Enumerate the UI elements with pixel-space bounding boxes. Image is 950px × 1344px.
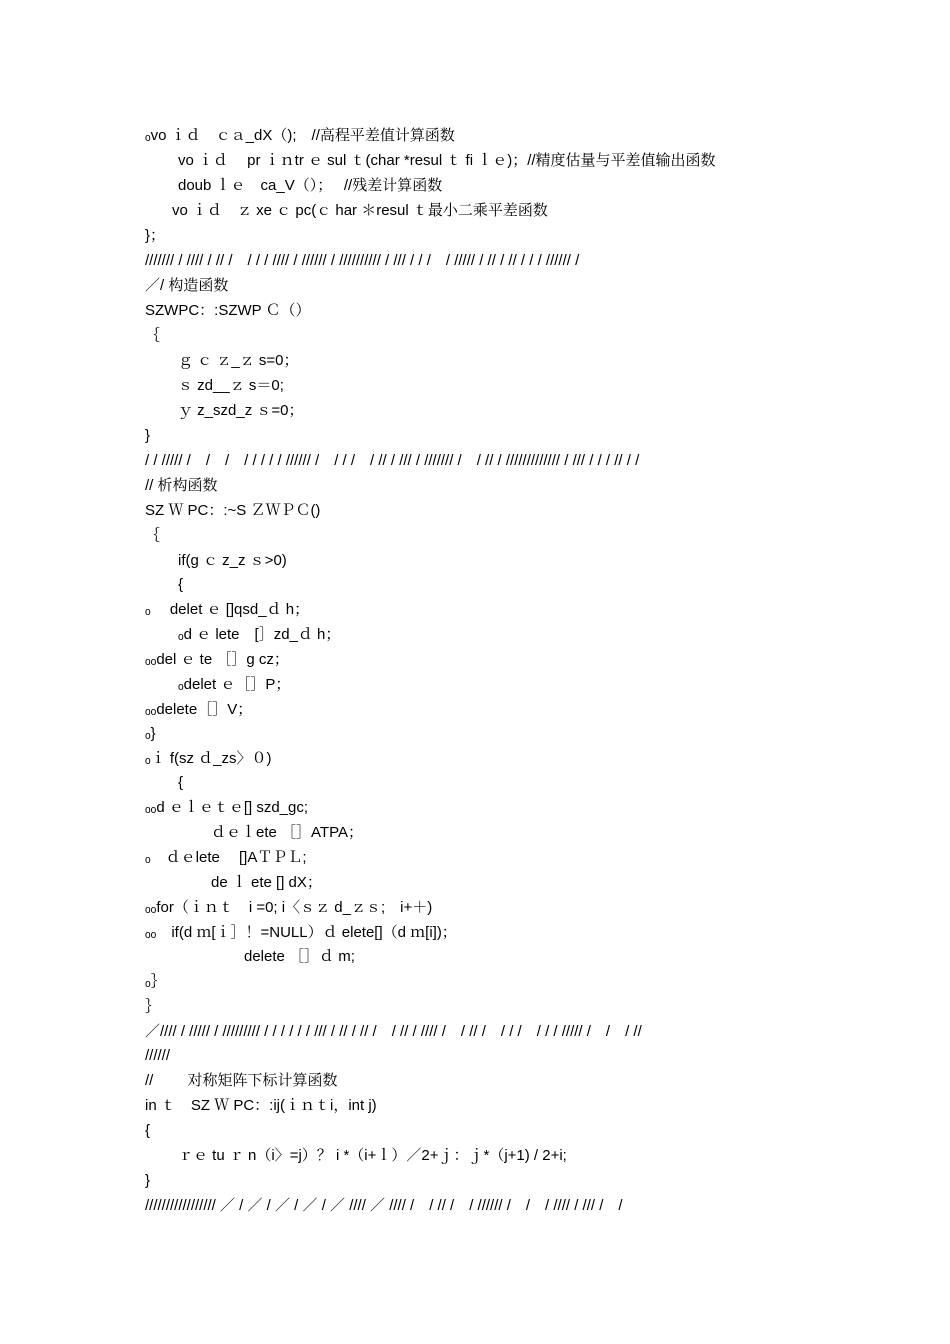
comment-line: // 析构函数 [145, 477, 218, 494]
code-line: ｒｅ tu ｒ n（i〉=j）？ i *（i+ｌ）／2+ｊ：ｊ*（j+1) / 2+i; [178, 1147, 567, 1164]
code-line: ₒ ｄｅlete []AＴＰＬ; [145, 849, 307, 866]
code-line: ₒₒfor（ｉｎｔ i =0; i〈ｓｚ d_ｚｓ; i+＋) [145, 899, 433, 916]
separator-line: ///////////////// ／ / ／ / ／ / ／ / ／ //// ／ //// / / // / / ////// / / / //// / /// / / [145, 1197, 623, 1214]
code-line: doub ｌｅ ca_V（）； //残差计算函数 [178, 177, 443, 194]
code-line: SZ Ｗ PC：:~S ＺＷＰＣ() [145, 502, 321, 519]
code-line: ｝ [145, 998, 161, 1015]
separator-line: ////// [145, 1047, 171, 1064]
code-line: ｓ zd__ｚ s＝0; [178, 377, 284, 394]
code-line: ｙ z_szd_z ｓ=0； [178, 402, 304, 419]
code-line: ₒ delet ｅ []qsd_ｄ h； [145, 601, 310, 618]
code-line: ₒｉ f(sz ｄ_zs〉０) [145, 750, 272, 767]
code-line: { [145, 1122, 151, 1139]
separator-line: /////// / //// / // / / / / //// / ////// / ////////// / /// / / / / ///// / // / // / / / ////// / [145, 252, 580, 269]
code-line: in ｔ SZ Ｗ PC：:ij(ｉｎｔi，int j) [145, 1097, 377, 1114]
comment-line: ／/ 构造函数 [145, 277, 229, 294]
code-line: ｛ [145, 527, 161, 544]
code-line: vo ｉｄ ｚ xe ｃ pc(ｃ har ＊resul ｔ最小二乘平差函数 [172, 202, 548, 219]
code-line: ｇ ｃ ｚ_ｚ s=0； [178, 352, 299, 369]
code-line: } [145, 1172, 151, 1189]
code-line: ₒdelet ｅ［］P； [178, 676, 291, 693]
comment-line: // 对称矩阵下标计算函数 [145, 1072, 338, 1089]
code-line: ₒₒdel ｅ te ［］g cz； [145, 651, 289, 668]
code-line: ｄｅｌete ［］ATPA； [211, 824, 363, 841]
code-line: delete ［］ｄ m; [244, 948, 355, 965]
code-line: SZWPC：:SZWP Ｃ（） [145, 302, 311, 319]
code-line: vo ｉｄ pr ｉｎtr ｅ sul ｔ(char *resul ｔ fi ｌｅ)；//精度估量与平差值输出函数 [178, 152, 716, 169]
code-line: ₒvo ｉｄ ｃａ_dX（); //高程平差值计算函数 [145, 127, 455, 144]
separator-line: / / ///// / / / / / / / / ////// / / / / / // / /// / /////// / / // / ///////////// / /// / / / // / / [145, 452, 640, 469]
code-line: ₒ} [145, 725, 156, 742]
code-line: ₒₒd ｅｌｅｔｅ[] szd_gc; [145, 799, 309, 816]
code-line: ₒₒdelete［］V； [145, 701, 253, 718]
code-line: } [145, 427, 151, 444]
separator-line: ／//// / ///// / ///////// / / / / / / /// / // / // / / // / //// / / // / / / / / / / ///// / / / // [145, 1023, 642, 1040]
code-line: de ｌ ete [] dX； [211, 874, 322, 891]
code-line: ₒd ｅ lete [］zd_ｄ h； [178, 626, 341, 643]
code-line: }； [145, 227, 166, 244]
code-line: { [178, 774, 184, 791]
code-line: if(g ｃ z_z ｓ>0) [178, 552, 287, 569]
code-line: ₒ｝ [145, 973, 166, 990]
code-line: { [178, 576, 184, 593]
code-line: ｛ [145, 327, 161, 344]
code-line: ₒₒ if(d ｍ[ｉ］！=NULL）ｄ elete[]（d ｍ[i])； [145, 924, 457, 941]
